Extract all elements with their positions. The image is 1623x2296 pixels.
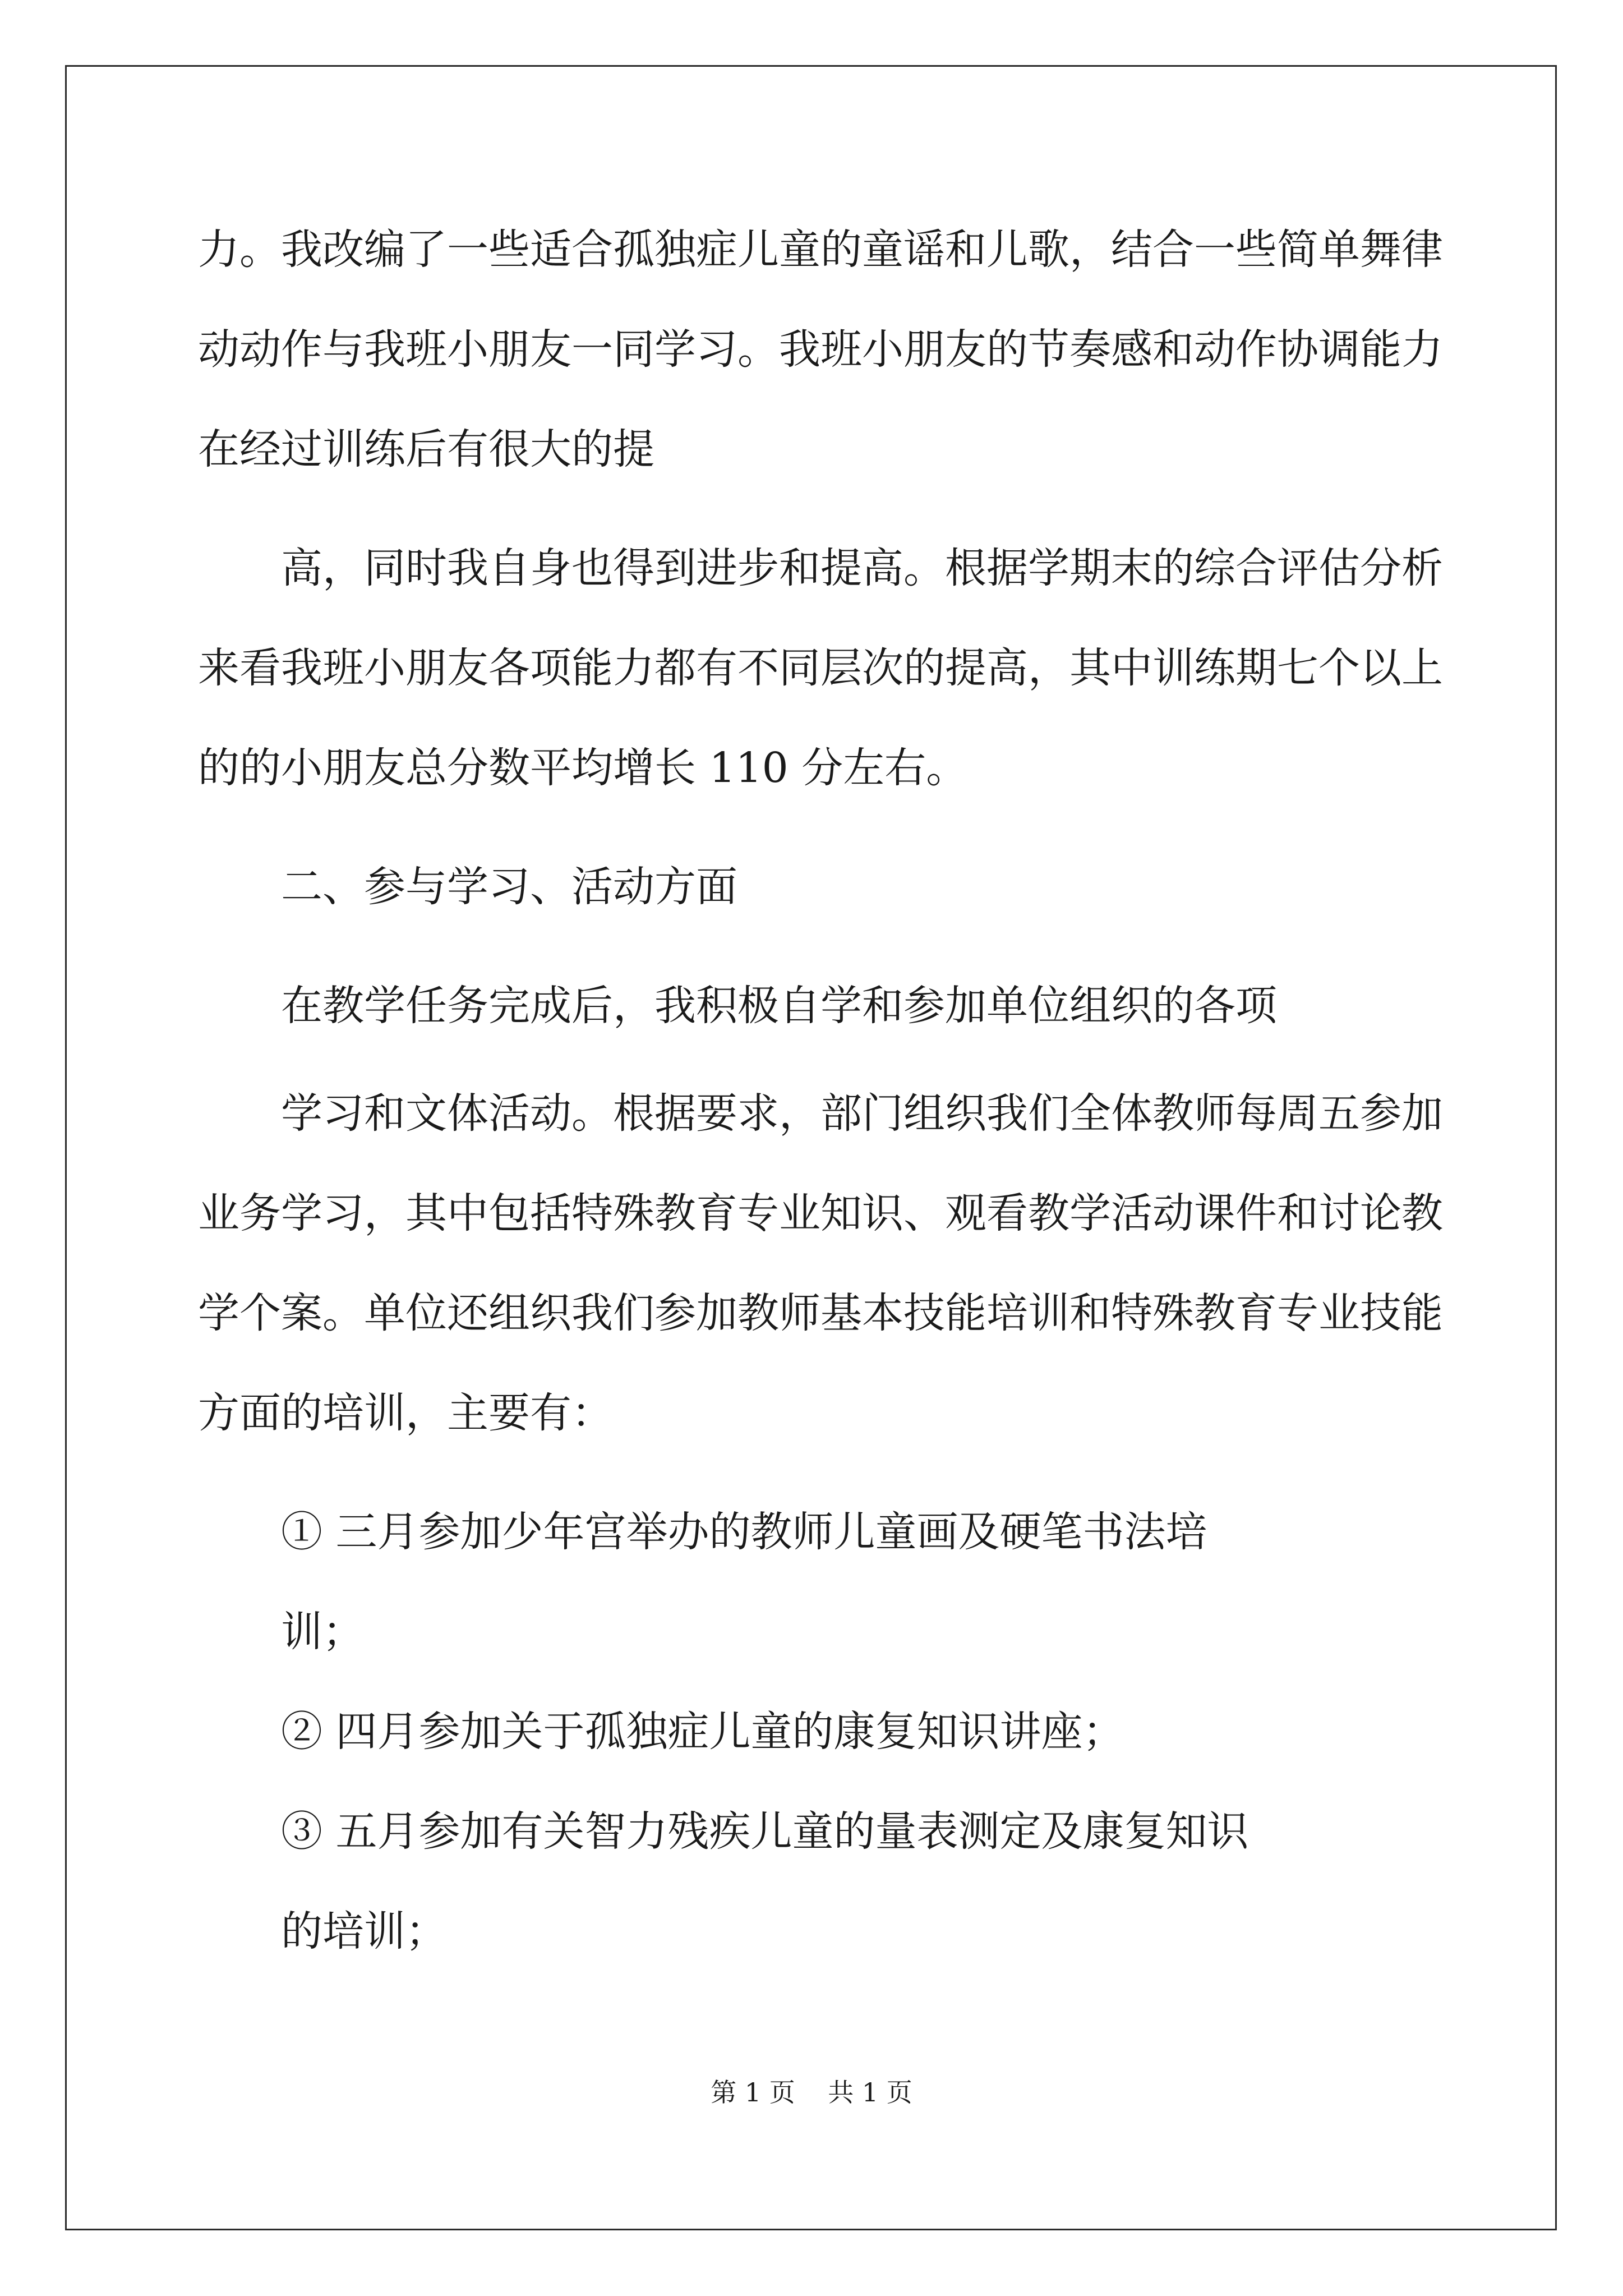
paragraph-line: 的的小朋友总分数平均增长 110 分左右。 [198,744,968,792]
paragraph-line: 力。我改编了一些适合孤独症儿童的童谣和儿歌，结合一些简单舞律 [198,226,1443,274]
section-heading: 二、参与学习、活动方面 [281,863,737,911]
paragraph-line: 方面的培训，主要有： [198,1389,613,1437]
list-item: ③ 五月参加有关智力残疾儿童的量表测定及康复知识 [281,1807,1249,1856]
list-item-continuation: 训； [281,1608,364,1656]
paragraph-line: 业务学习，其中包括特殊教育专业知识、观看教学活动课件和讨论教 [198,1189,1443,1237]
list-item: ① 三月参加少年宫举办的教师儿童画及硬笔书法培 [281,1508,1207,1556]
paragraph-line: 学个案。单位还组织我们参加教师基本技能培训和特殊教育专业技能 [198,1289,1443,1337]
paragraph-line: 高，同时我自身也得到进步和提高。根据学期末的综合评估分析 [281,544,1443,592]
paragraph-line: 在教学任务完成后，我积极自学和参加单位组织的各项 [281,982,1277,1030]
paragraph-line: 在经过训练后有很大的提 [198,425,654,473]
paragraph-line: 动动作与我班小朋友一同学习。我班小朋友的节奏感和动作协调能力 [198,325,1443,374]
list-item-continuation: 的培训； [281,1907,447,1955]
page-footer: 第 1 页 共 1 页 [711,2077,912,2108]
list-item: ② 四月参加关于孤独症儿童的康复知识讲座； [281,1708,1124,1756]
paragraph-line: 来看我班小朋友各项能力都有不同层次的提高，其中训练期七个以上 [198,644,1443,692]
paragraph-line: 学习和文体活动。根据要求，部门组织我们全体教师每周五参加 [281,1089,1443,1138]
